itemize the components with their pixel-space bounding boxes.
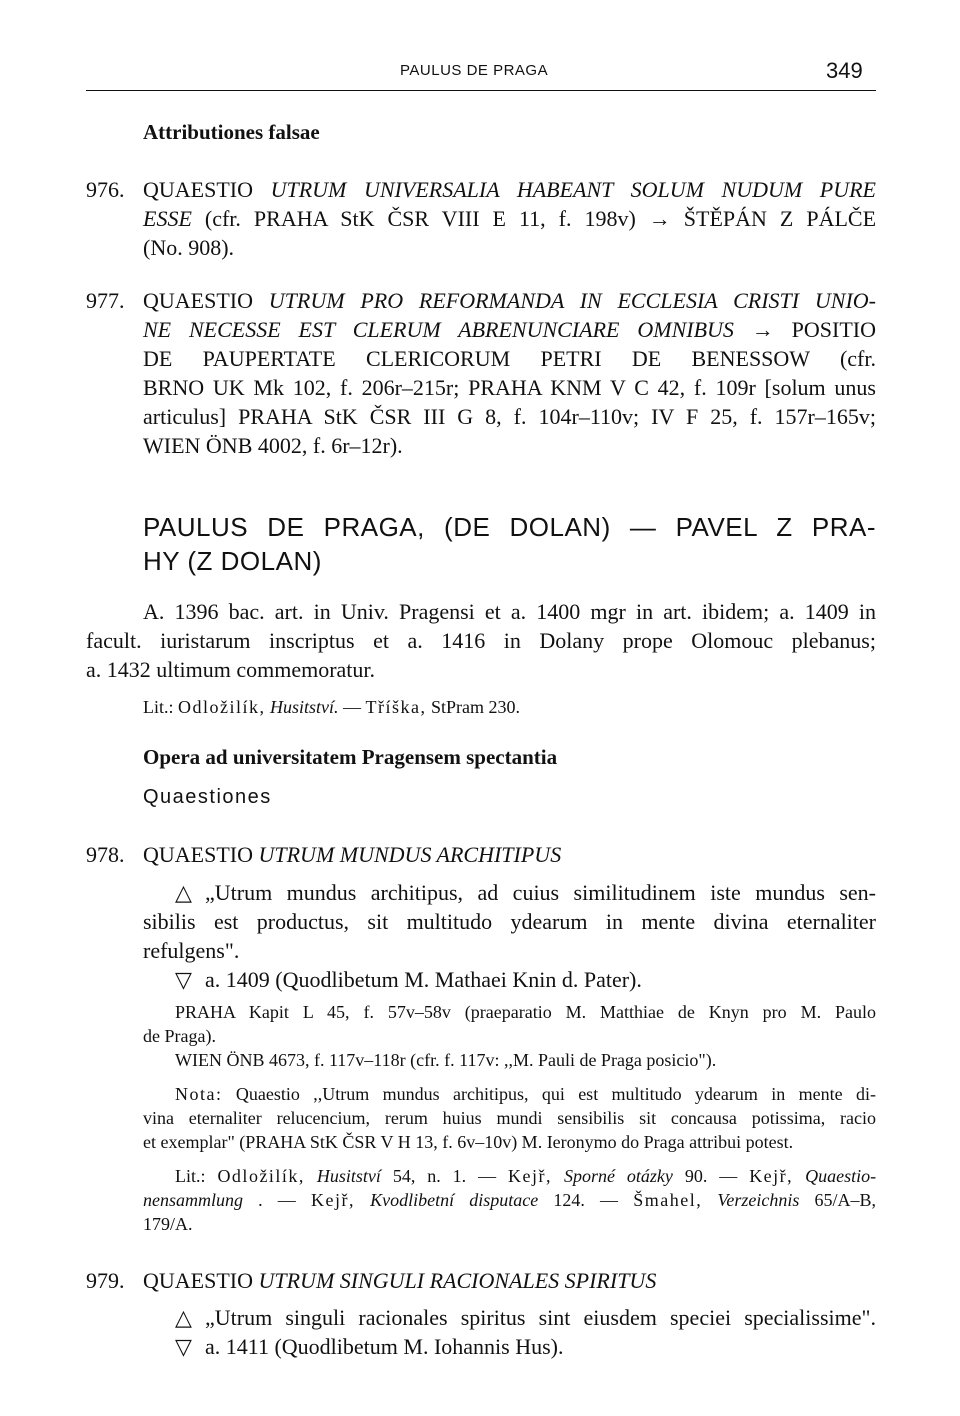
nota-line: Nota: Quaestio ,,Utrum mundus architipus, qui est multitudo ydearum in mente di- (175, 1084, 876, 1104)
bio-literature: Lit.: Odložilík, Husitství. — Tříška, StPram 230. (143, 697, 521, 717)
running-title: PAULUS DE PRAGA (400, 62, 549, 79)
literature-line: Lit.: Odložilík, Husitství 54, n. 1. — Kejř, Sporné otázky 90. — Kejř, Quaestio- (175, 1166, 877, 1186)
bio-line: A. 1396 bac. art. in Univ. Pragensi et a. 1400 mgr in art. ibidem; a. 1409 in (143, 599, 876, 624)
entry-line: articulus] PRAHA StK ČSR III G 8, f. 104r–110v; IV F 25, f. 157r–165v; (143, 404, 876, 429)
entry-title: QUAESTIO UTRUM SINGULI RACIONALES SPIRITUS (143, 1268, 657, 1293)
incipit-line: △ „Utrum singuli racionales spiritus sint eiusdem speciei specialissime". (175, 1305, 876, 1330)
nota-line: vina eternaliter relucencium, rerum huius mundi sensibilis sit concausa potissima, racio (143, 1108, 876, 1128)
manuscript-line: WIEN ÖNB 4673, f. 117v–118r (cfr. f. 117v: ,,M. Pauli de Praga posicio"). (175, 1050, 717, 1070)
entry-number: 977. (86, 288, 125, 313)
entry-title: QUAESTIO UTRUM MUNDUS ARCHITIPUS (143, 842, 562, 867)
page-number: 349 (826, 58, 863, 83)
entry-number: 979. (86, 1268, 125, 1293)
literature-line: nensammlung . — Kejř, Kvodlibetní disputace 124. — Šmahel, Verzeichnis 65/A–B, (143, 1190, 877, 1210)
incipit-line: sibilis est productus, sit multitudo ydearum in mente divina eternaliter (143, 909, 876, 934)
entry-line: QUAESTIO UTRUM PRO REFORMANDA IN ECCLESIA CRISTI UNIO- (143, 288, 877, 313)
entry-line: ESSE (cfr. PRAHA StK ČSR VIII E 11, f. 198v) → ŠTĚPÁN Z PÁLČE (143, 206, 877, 231)
date-line: ▽ a. 1409 (Quodlibetum M. Mathaei Knin d. Pater). (175, 967, 642, 992)
nota-line: et exemplar" (PRAHA StK ČSR V H 13, f. 6v–10v) M. Ieronymo do Praga attribui potest. (143, 1132, 794, 1152)
entry-line: BRNO UK Mk 102, f. 206r–215r; PRAHA KNM V C 42, f. 109r [solum unus (143, 375, 876, 400)
entry-line: WIEN ÖNB 4002, f. 6r–12r). (143, 433, 403, 458)
author-heading-line: HY (Z DOLAN) (143, 546, 322, 576)
date-triangle-icon: ▽ (175, 1334, 192, 1359)
section-title-opera: Opera ad universitatem Pragensem spectantia (143, 745, 558, 769)
section-title-attributiones: Attributiones falsae (143, 120, 320, 144)
incipit-triangle-icon: △ (175, 880, 192, 905)
entry-line: (No. 908). (143, 235, 235, 260)
entry-line: DE PAUPERTATE CLERICORUM PETRI DE BENESSOW (cfr. (143, 346, 876, 371)
subsection-title-quaestiones: Quaestiones (143, 786, 272, 808)
author-heading-line: PAULUS DE PRAGA, (DE DOLAN) — PAVEL Z PRA- (143, 512, 876, 542)
bio-line: facult. iuristarum inscriptus et a. 1416 in Dolany prope Olomouc plebanus; (86, 628, 876, 653)
entry-number: 976. (86, 177, 125, 202)
incipit-triangle-icon: △ (175, 1305, 192, 1330)
incipit-line: refulgens". (143, 938, 240, 963)
entry-line: NE NECESSE EST CLERUM ABRENUNCIARE OMNIBUS → POSITIO (143, 317, 877, 342)
entry-number: 978. (86, 842, 125, 867)
date-triangle-icon: ▽ (175, 967, 192, 992)
header-rule (86, 90, 876, 91)
date-line: ▽ a. 1411 (Quodlibetum M. Iohannis Hus). (175, 1334, 564, 1359)
manuscript-line: PRAHA Kapit L 45, f. 57v–58v (praeparatio M. Matthiae de Knyn pro M. Paulo (175, 1002, 876, 1022)
literature-line: 179/A. (143, 1214, 193, 1234)
manuscript-line: de Praga). (143, 1026, 216, 1046)
incipit-line: △ „Utrum mundus architipus, ad cuius similitudinem iste mundus sen- (175, 880, 876, 905)
entry-line: QUAESTIO UTRUM UNIVERSALIA HABEANT SOLUM NUDUM PURE (143, 177, 876, 202)
bio-line: a. 1432 ultimum commemoratur. (86, 657, 376, 682)
